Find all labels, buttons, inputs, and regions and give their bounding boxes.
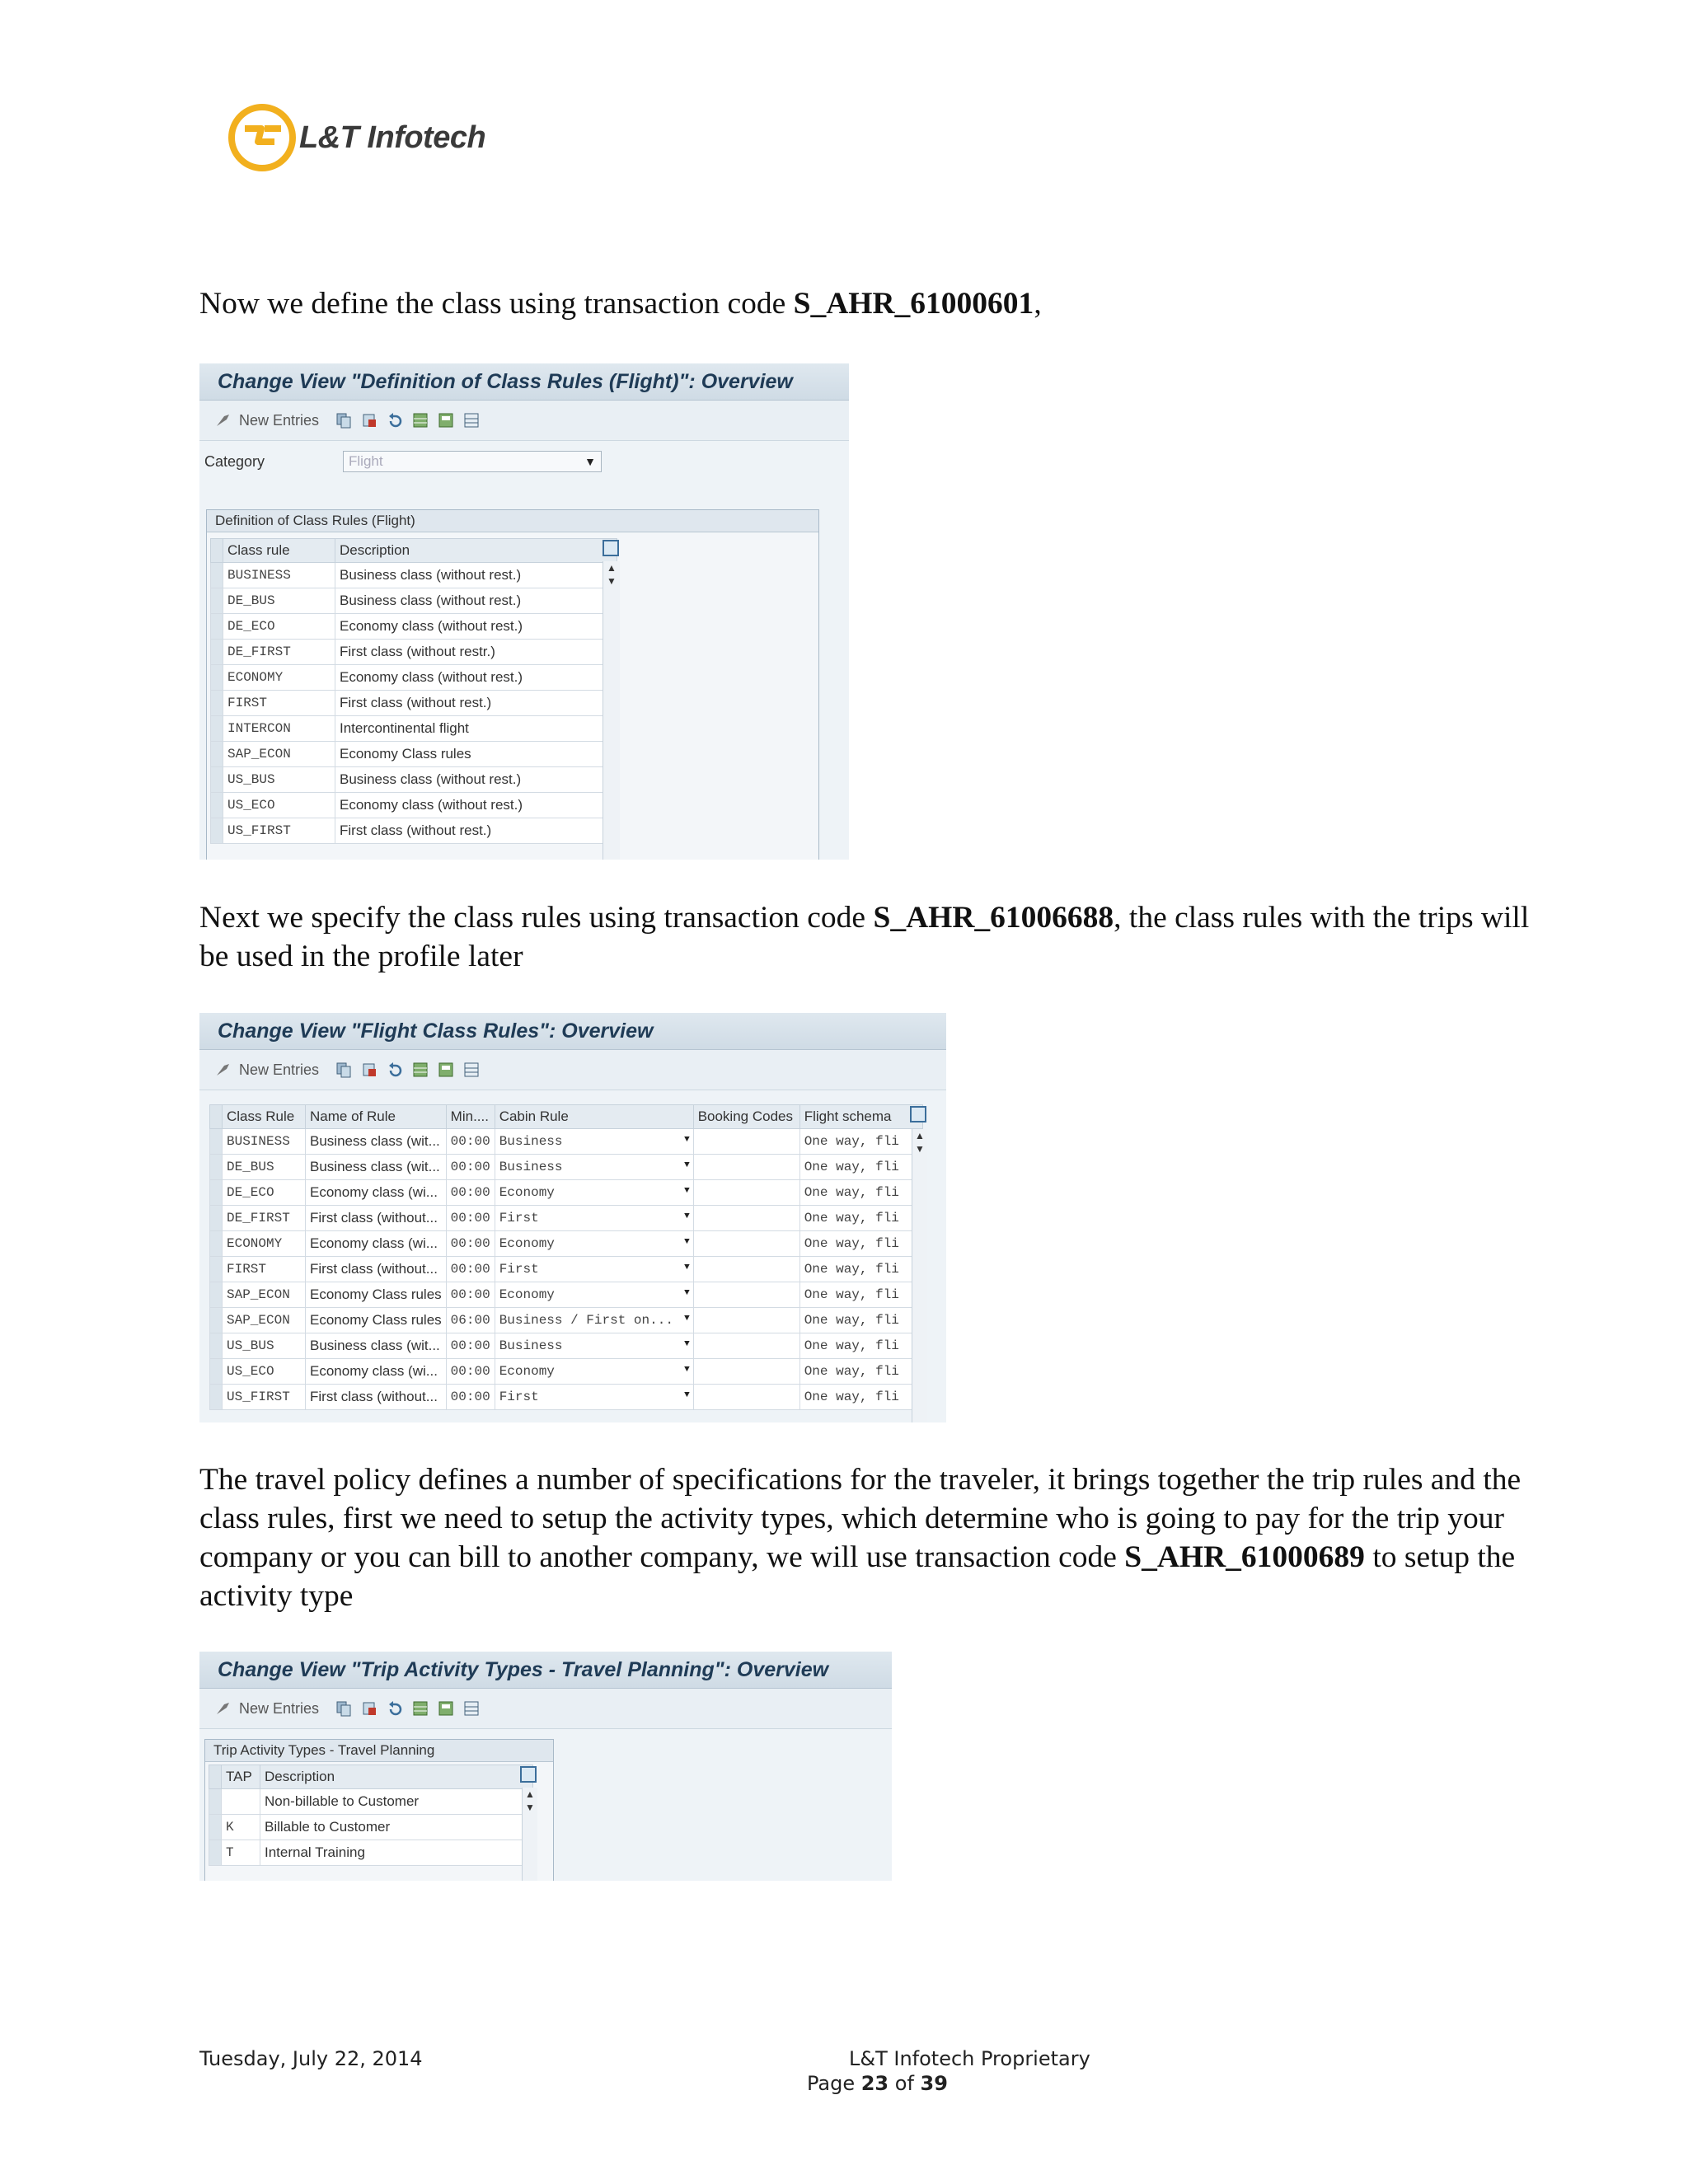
cell-min[interactable]: 06:00 xyxy=(446,1308,495,1333)
toolbar xyxy=(199,1050,946,1090)
lt-logo-icon xyxy=(228,104,296,171)
paragraph-travel-policy xyxy=(199,1460,1551,1615)
table-caption: Trip Activity Types - Travel Planning xyxy=(205,1740,553,1762)
cabin-rule-value: Business xyxy=(499,1134,563,1149)
row-selector-header[interactable] xyxy=(210,1105,223,1129)
new-entries-icon xyxy=(214,1699,232,1718)
cell-name-of-rule[interactable]: First class (without... xyxy=(306,1385,447,1410)
table-row[interactable] xyxy=(211,588,617,614)
table-row[interactable] xyxy=(209,1789,533,1815)
copy-icon[interactable] xyxy=(335,1061,353,1079)
cell-flight-schema[interactable]: One way, fli xyxy=(799,1180,922,1206)
cell-flight-schema[interactable]: One way, fli xyxy=(799,1282,922,1308)
screenshot-trip-activity-types xyxy=(199,1652,892,1881)
screen-title-bar xyxy=(199,363,849,401)
cell-class-rule[interactable]: FIRST xyxy=(223,1257,306,1282)
select-all-icon[interactable] xyxy=(411,1061,429,1079)
row-selector[interactable] xyxy=(210,1308,223,1333)
scroll-down-icon[interactable]: ▼ xyxy=(525,1802,535,1813)
vertical-scrollbar[interactable] xyxy=(912,1129,927,1422)
row-selector[interactable] xyxy=(211,818,223,844)
column-header-flight-schema[interactable]: Flight schema xyxy=(799,1105,922,1129)
footer-page-number xyxy=(807,2072,948,2095)
cell-flight-schema[interactable]: One way, fli xyxy=(799,1333,922,1359)
column-header-description[interactable]: Description xyxy=(335,539,617,563)
cell-flight-schema[interactable]: One way, fli xyxy=(799,1231,922,1257)
dropdown-arrow-icon[interactable]: ▼ xyxy=(684,1212,690,1221)
new-entries-label: New Entries xyxy=(239,411,320,429)
table-row[interactable] xyxy=(211,793,617,818)
new-entries-label: New Entries xyxy=(239,1061,320,1078)
para3-tail: to setup the activity type xyxy=(199,1540,1516,1613)
table-row[interactable] xyxy=(211,614,617,640)
cell-description[interactable]: Business class (without rest.) xyxy=(335,767,617,793)
row-selector[interactable] xyxy=(211,640,223,665)
cabin-rule-value: Economy xyxy=(499,1287,555,1302)
cell-class-rule[interactable]: ECONOMY xyxy=(223,1231,306,1257)
row-selector[interactable] xyxy=(211,691,223,716)
table-header-row xyxy=(211,539,617,563)
table-row[interactable] xyxy=(209,1840,533,1866)
cell-name-of-rule[interactable]: Economy Class rules xyxy=(306,1282,447,1308)
flight-class-rules-table xyxy=(209,1104,923,1410)
cell-cabin-rule[interactable] xyxy=(495,1385,693,1410)
cabin-rule-value: Business xyxy=(499,1338,563,1353)
table-caption: Definition of Class Rules (Flight) xyxy=(207,510,818,532)
deselect-all-icon[interactable] xyxy=(462,1699,481,1718)
row-selector[interactable] xyxy=(210,1282,223,1308)
cell-description[interactable]: Economy Class rules xyxy=(335,742,617,767)
cell-name-of-rule[interactable]: First class (without... xyxy=(306,1206,447,1231)
new-entries-button[interactable] xyxy=(214,1699,319,1718)
row-selector[interactable] xyxy=(211,588,223,614)
cell-name-of-rule[interactable]: Business class (wit... xyxy=(306,1129,447,1155)
vertical-scrollbar[interactable] xyxy=(522,1788,537,1881)
class-rules-table xyxy=(210,538,617,844)
cell-name-of-rule[interactable]: Economy class (wi... xyxy=(306,1231,447,1257)
cell-cabin-rule[interactable] xyxy=(495,1308,693,1333)
select-block-icon[interactable] xyxy=(437,1061,455,1079)
cell-cabin-rule[interactable] xyxy=(495,1206,693,1231)
cell-cabin-rule[interactable] xyxy=(495,1359,693,1385)
cell-tap[interactable]: T xyxy=(222,1840,260,1866)
table-row[interactable] xyxy=(210,1155,923,1180)
row-selector[interactable] xyxy=(211,614,223,640)
row-selector[interactable] xyxy=(211,742,223,767)
dropdown-arrow-icon[interactable]: ▼ xyxy=(684,1339,690,1349)
column-header-min[interactable]: Min.... xyxy=(446,1105,495,1129)
row-selector[interactable] xyxy=(209,1815,222,1840)
page-total: 39 xyxy=(920,2072,948,2095)
table-header-row xyxy=(209,1765,533,1789)
dropdown-arrow-icon[interactable]: ▼ xyxy=(584,455,596,468)
cell-tap[interactable]: K xyxy=(222,1815,260,1840)
cell-class-rule[interactable]: DE_BUS xyxy=(223,588,335,614)
cell-cabin-rule[interactable] xyxy=(495,1129,693,1155)
cell-min[interactable]: 00:00 xyxy=(446,1257,495,1282)
table-row[interactable] xyxy=(210,1257,923,1282)
row-selector[interactable] xyxy=(210,1257,223,1282)
column-header-cabin-rule[interactable]: Cabin Rule xyxy=(495,1105,693,1129)
delete-icon[interactable] xyxy=(360,1061,378,1079)
row-selector[interactable] xyxy=(210,1333,223,1359)
column-header-description[interactable]: Description xyxy=(260,1765,533,1789)
dropdown-arrow-icon[interactable]: ▼ xyxy=(684,1237,690,1247)
row-selector[interactable] xyxy=(210,1155,223,1180)
table-header-row xyxy=(210,1105,923,1129)
table-row[interactable] xyxy=(211,818,617,844)
cell-class-rule[interactable]: BUSINESS xyxy=(223,1129,306,1155)
vertical-scrollbar[interactable] xyxy=(603,561,620,860)
cell-cabin-rule[interactable] xyxy=(495,1257,693,1282)
table-settings-icon[interactable] xyxy=(910,1106,926,1122)
cell-class-rule[interactable]: FIRST xyxy=(223,691,335,716)
cell-class-rule[interactable]: BUSINESS xyxy=(223,563,335,588)
cell-class-rule[interactable]: US_ECO xyxy=(223,793,335,818)
select-all-icon[interactable] xyxy=(411,1699,429,1718)
cell-description[interactable]: First class (without rest.) xyxy=(335,818,617,844)
new-entries-button[interactable] xyxy=(214,411,319,429)
select-all-icon[interactable] xyxy=(411,411,429,429)
row-selector[interactable] xyxy=(211,563,223,588)
row-selector[interactable] xyxy=(211,767,223,793)
new-entries-icon xyxy=(214,411,232,429)
delete-icon[interactable] xyxy=(360,1699,378,1718)
table-row[interactable] xyxy=(211,691,617,716)
cell-class-rule[interactable]: DE_ECO xyxy=(223,1180,306,1206)
cell-description[interactable]: First class (without rest.) xyxy=(335,691,617,716)
cabin-rule-value: Economy xyxy=(499,1236,555,1251)
table-row[interactable] xyxy=(210,1308,923,1333)
cabin-rule-value: Business / First on... xyxy=(499,1313,673,1328)
select-block-icon[interactable] xyxy=(437,1699,455,1718)
toolbar xyxy=(199,1689,892,1729)
cell-class-rule[interactable]: SAP_ECON xyxy=(223,742,335,767)
cell-min[interactable]: 00:00 xyxy=(446,1180,495,1206)
dropdown-arrow-icon[interactable]: ▼ xyxy=(684,1390,690,1400)
cell-class-rule[interactable]: INTERCON xyxy=(223,716,335,742)
table-row[interactable] xyxy=(210,1129,923,1155)
toolbar xyxy=(199,401,849,441)
cell-booking-codes[interactable] xyxy=(693,1129,799,1155)
row-selector[interactable] xyxy=(211,793,223,818)
cell-booking-codes[interactable] xyxy=(693,1257,799,1282)
cell-booking-codes[interactable] xyxy=(693,1333,799,1359)
table-row[interactable] xyxy=(210,1206,923,1231)
paragraph-class-rules xyxy=(199,898,1551,976)
cell-class-rule[interactable]: US_BUS xyxy=(223,1333,306,1359)
transaction-code-3: S_AHR_61000689 xyxy=(1124,1540,1365,1574)
cabin-rule-value: Economy xyxy=(499,1185,555,1200)
undo-icon[interactable] xyxy=(386,411,404,429)
cell-cabin-rule[interactable] xyxy=(495,1282,693,1308)
logo-text: L&T Infotech xyxy=(299,120,486,155)
new-entries-icon xyxy=(214,1061,232,1079)
page-word: Page xyxy=(807,2072,861,2095)
row-selector[interactable] xyxy=(211,716,223,742)
undo-icon[interactable] xyxy=(386,1699,404,1718)
cell-description[interactable]: Economy class (without rest.) xyxy=(335,665,617,691)
cell-name-of-rule[interactable]: Business class (wit... xyxy=(306,1155,447,1180)
cell-flight-schema[interactable]: One way, fli xyxy=(799,1206,922,1231)
cabin-rule-value: Business xyxy=(499,1160,563,1174)
row-selector[interactable] xyxy=(209,1789,222,1815)
cell-description[interactable]: Intercontinental flight xyxy=(335,716,617,742)
dropdown-arrow-icon[interactable]: ▼ xyxy=(684,1314,690,1324)
table-row[interactable] xyxy=(211,742,617,767)
row-selector[interactable] xyxy=(210,1385,223,1410)
cell-description[interactable]: Economy class (without rest.) xyxy=(335,614,617,640)
cell-description[interactable]: Non-billable to Customer xyxy=(260,1789,533,1815)
new-entries-button[interactable] xyxy=(214,1061,319,1079)
dropdown-arrow-icon[interactable]: ▼ xyxy=(684,1160,690,1170)
cell-cabin-rule[interactable] xyxy=(495,1231,693,1257)
scroll-down-icon[interactable]: ▼ xyxy=(607,575,617,587)
cell-class-rule[interactable]: DE_FIRST xyxy=(223,1206,306,1231)
table-row[interactable] xyxy=(211,563,617,588)
trip-activity-table xyxy=(209,1765,533,1866)
cell-description[interactable]: Internal Training xyxy=(260,1840,533,1866)
cell-booking-codes[interactable] xyxy=(693,1385,799,1410)
cell-class-rule[interactable]: US_FIRST xyxy=(223,1385,306,1410)
category-field-row xyxy=(199,441,849,482)
cell-name-of-rule[interactable]: Business class (wit... xyxy=(306,1333,447,1359)
cell-class-rule[interactable]: US_FIRST xyxy=(223,818,335,844)
column-header-tap[interactable]: TAP xyxy=(222,1765,260,1789)
table-row[interactable] xyxy=(210,1333,923,1359)
cell-booking-codes[interactable] xyxy=(693,1359,799,1385)
cell-tap[interactable] xyxy=(222,1789,260,1815)
cell-min[interactable]: 00:00 xyxy=(446,1385,495,1410)
screenshot-flight-class-rules xyxy=(199,1013,946,1422)
cell-description[interactable]: Billable to Customer xyxy=(260,1815,533,1840)
row-selector[interactable] xyxy=(210,1129,223,1155)
column-header-name-of-rule[interactable]: Name of Rule xyxy=(306,1105,447,1129)
cell-min[interactable]: 00:00 xyxy=(446,1282,495,1308)
column-header-class-rule[interactable]: Class rule xyxy=(223,539,335,563)
row-selector[interactable] xyxy=(210,1359,223,1385)
column-header-booking-codes[interactable]: Booking Codes xyxy=(693,1105,799,1129)
cell-min[interactable]: 00:00 xyxy=(446,1231,495,1257)
cell-min[interactable]: 00:00 xyxy=(446,1129,495,1155)
copy-icon[interactable] xyxy=(335,411,353,429)
table-row[interactable] xyxy=(210,1282,923,1308)
cabin-rule-value: Economy xyxy=(499,1364,555,1379)
table-row[interactable] xyxy=(211,716,617,742)
cell-min[interactable]: 00:00 xyxy=(446,1206,495,1231)
screen-title: Change View "Flight Class Rules": Overview xyxy=(218,1019,654,1043)
para1-tail: , xyxy=(1034,287,1042,321)
cell-cabin-rule[interactable] xyxy=(495,1155,693,1180)
screen-title: Change View "Trip Activity Types - Travel Planning": Overview xyxy=(218,1657,829,1681)
cell-booking-codes[interactable] xyxy=(693,1282,799,1308)
new-entries-label: New Entries xyxy=(239,1699,320,1717)
cell-name-of-rule[interactable]: First class (without... xyxy=(306,1257,447,1282)
cell-name-of-rule[interactable]: Economy class (wi... xyxy=(306,1180,447,1206)
footer-proprietary: L&T Infotech Proprietary xyxy=(849,2047,1090,2070)
table-row[interactable] xyxy=(211,640,617,665)
cell-class-rule[interactable]: DE_FIRST xyxy=(223,640,335,665)
cell-class-rule[interactable]: SAP_ECON xyxy=(223,1308,306,1333)
row-selector[interactable] xyxy=(211,665,223,691)
footer-date: Tuesday, July 22, 2014 xyxy=(199,2047,423,2070)
category-label: Category xyxy=(204,452,265,470)
cell-description[interactable]: Economy class (without rest.) xyxy=(335,793,617,818)
cell-booking-codes[interactable] xyxy=(693,1308,799,1333)
table-row[interactable] xyxy=(210,1385,923,1410)
row-selector[interactable] xyxy=(209,1840,222,1866)
cell-cabin-rule[interactable] xyxy=(495,1333,693,1359)
cell-class-rule[interactable]: ECONOMY xyxy=(223,665,335,691)
cell-flight-schema[interactable]: One way, fli xyxy=(799,1155,922,1180)
category-dropdown[interactable] xyxy=(343,451,602,472)
row-selector-header[interactable] xyxy=(211,539,223,563)
para2-text: Next we specify the class rules using transaction code xyxy=(199,901,874,935)
dropdown-arrow-icon[interactable]: ▼ xyxy=(684,1365,690,1375)
dropdown-arrow-icon[interactable]: ▼ xyxy=(684,1288,690,1298)
cell-cabin-rule[interactable] xyxy=(495,1180,693,1206)
para1-text: Now we define the class using transaction code xyxy=(199,287,794,321)
undo-icon[interactable] xyxy=(386,1061,404,1079)
cell-flight-schema[interactable]: One way, fli xyxy=(799,1385,922,1410)
deselect-all-icon[interactable] xyxy=(462,411,481,429)
cabin-rule-value: First xyxy=(499,1262,539,1277)
dropdown-arrow-icon[interactable]: ▼ xyxy=(684,1263,690,1272)
cell-name-of-rule[interactable]: Economy Class rules xyxy=(306,1308,447,1333)
row-selector[interactable] xyxy=(210,1206,223,1231)
cell-flight-schema[interactable]: One way, fli xyxy=(799,1129,922,1155)
dropdown-arrow-icon[interactable]: ▼ xyxy=(684,1186,690,1196)
category-value: Flight xyxy=(349,453,383,469)
table-row[interactable] xyxy=(210,1180,923,1206)
class-rules-table-box xyxy=(206,509,819,860)
cell-flight-schema[interactable]: One way, fli xyxy=(799,1257,922,1282)
cell-min[interactable]: 00:00 xyxy=(446,1359,495,1385)
cell-flight-schema[interactable]: One way, fli xyxy=(799,1308,922,1333)
row-selector[interactable] xyxy=(210,1180,223,1206)
screen-title-bar xyxy=(199,1652,892,1689)
cell-class-rule[interactable]: US_BUS xyxy=(223,767,335,793)
screenshot-class-rules-definition xyxy=(199,363,849,860)
page-current: 23 xyxy=(860,2072,889,2095)
transaction-code-2: S_AHR_61006688 xyxy=(873,901,1114,935)
table-row[interactable] xyxy=(210,1231,923,1257)
table-row[interactable] xyxy=(210,1359,923,1385)
row-selector-header[interactable] xyxy=(209,1765,222,1789)
scroll-up-icon[interactable]: ▲ xyxy=(525,1788,535,1800)
dropdown-arrow-icon[interactable]: ▼ xyxy=(684,1135,690,1145)
screen-title-bar xyxy=(199,1013,946,1050)
company-logo xyxy=(228,101,485,175)
cabin-rule-value: First xyxy=(499,1390,539,1404)
paragraph-class-definition xyxy=(199,284,1551,323)
cell-booking-codes[interactable] xyxy=(693,1180,799,1206)
cell-booking-codes[interactable] xyxy=(693,1155,799,1180)
deselect-all-icon[interactable] xyxy=(462,1061,481,1079)
transaction-code-1: S_AHR_61000601 xyxy=(793,287,1034,321)
para3-text: The travel policy defines a number of specifications for the traveler, it brings together the trip rules and the class rules, first we need to setup the activity types, which determine who is going to pay for the trip your company or you can bill to another company, we will use transaction code xyxy=(199,1463,1522,1574)
cell-booking-codes[interactable] xyxy=(693,1231,799,1257)
cell-class-rule[interactable]: DE_ECO xyxy=(223,614,335,640)
cell-min[interactable]: 00:00 xyxy=(446,1333,495,1359)
cell-flight-schema[interactable]: One way, fli xyxy=(799,1359,922,1385)
scroll-up-icon[interactable]: ▲ xyxy=(915,1130,925,1141)
cabin-rule-value: First xyxy=(499,1211,539,1226)
cell-min[interactable]: 00:00 xyxy=(446,1155,495,1180)
scroll-down-icon[interactable]: ▼ xyxy=(915,1143,925,1155)
table-row[interactable] xyxy=(209,1815,533,1840)
cell-class-rule[interactable]: SAP_ECON xyxy=(223,1282,306,1308)
cell-class-rule[interactable]: US_ECO xyxy=(223,1359,306,1385)
table-settings-icon[interactable] xyxy=(520,1766,537,1783)
copy-icon[interactable] xyxy=(335,1699,353,1718)
trip-activity-table-box xyxy=(204,1739,554,1881)
table-row[interactable] xyxy=(211,665,617,691)
para2-tail: , the class rules with the trips will be used in the profile later xyxy=(199,901,1530,973)
cell-class-rule[interactable]: DE_BUS xyxy=(223,1155,306,1180)
select-block-icon[interactable] xyxy=(437,411,455,429)
cell-description[interactable]: Business class (without rest.) xyxy=(335,588,617,614)
scroll-up-icon[interactable]: ▲ xyxy=(607,562,617,574)
row-selector[interactable] xyxy=(210,1231,223,1257)
table-settings-icon[interactable] xyxy=(603,540,619,556)
cell-description[interactable]: First class (without restr.) xyxy=(335,640,617,665)
cell-description[interactable]: Business class (without rest.) xyxy=(335,563,617,588)
delete-icon[interactable] xyxy=(360,411,378,429)
column-header-class-rule[interactable]: Class Rule xyxy=(223,1105,306,1129)
cell-booking-codes[interactable] xyxy=(693,1206,799,1231)
page-of: of xyxy=(889,2072,921,2095)
screen-title: Change View "Definition of Class Rules (Flight)": Overview xyxy=(218,369,793,393)
cell-name-of-rule[interactable]: Economy class (wi... xyxy=(306,1359,447,1385)
table-row[interactable] xyxy=(211,767,617,793)
